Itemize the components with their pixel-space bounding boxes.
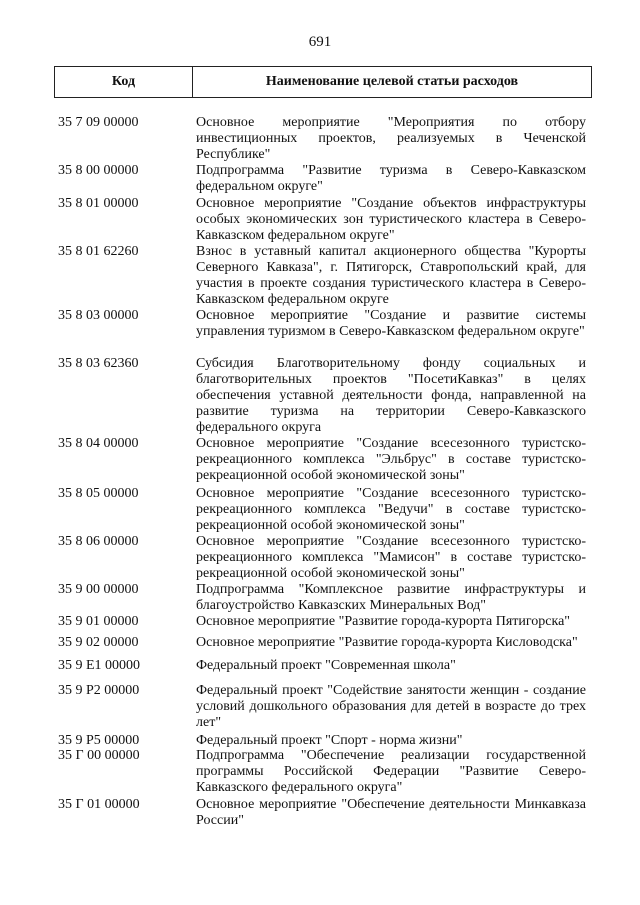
row-name: Подпрограмма "Развитие туризма в Северо-Кавказском федеральном округе" <box>196 163 586 194</box>
row-name: Основное мероприятие "Создание всесезонного туристско-рекреационного комплекса "Эльбрус" в составе туристско-рекреационной особой экономической зоны" <box>196 436 586 483</box>
row-code: 35 9 E1 00000 <box>58 658 141 673</box>
row-code: 35 8 01 00000 <box>58 196 139 211</box>
row-name: Основное мероприятие "Создание всесезонного туристско-рекреационного комплекса "Мамисон" в составе туристско-рекреационной особой экономической зоны" <box>196 534 586 581</box>
row-name: Федеральный проект "Содействие занятости женщин - создание условий дошкольного образования для детей в возрасте до трех лет" <box>196 683 586 730</box>
row-code: 35 8 01 62260 <box>58 244 139 259</box>
row-name: Федеральный проект "Современная школа" <box>196 658 456 673</box>
row-code: 35 Г 01 00000 <box>58 797 140 812</box>
row-name: Основное мероприятие "Создание всесезонного туристско-рекреационного комплекса "Ведучи" в составе туристско-рекреационной особой экономической зоны" <box>196 486 586 533</box>
row-code: 35 9 02 00000 <box>58 635 139 650</box>
row-name: Федеральный проект "Спорт - норма жизни" <box>196 733 463 748</box>
row-name: Подпрограмма "Комплексное развитие инфраструктуры и благоустройство Кавказских Минеральных Вод" <box>196 582 586 613</box>
row-code: 35 Г 00 00000 <box>58 748 140 763</box>
row-code: 35 8 04 00000 <box>58 436 139 451</box>
row-name: Основное мероприятие "Создание объектов инфраструктуры особых экономических зон туристического кластера в Северо-Кавказском федеральном округе" <box>196 196 586 243</box>
header-code: Код <box>55 67 193 97</box>
row-name: Основное мероприятие "Развитие города-курорта Пятигорска" <box>196 614 570 629</box>
row-name: Основное мероприятие "Обеспечение деятельности Минкавказа России" <box>196 797 586 828</box>
row-name: Субсидия Благотворительному фонду социальных и благотворительных проектов "ПосетиКавказ" в целях обеспечения уставной деятельности фонда, направленной на развитие туризма на территории Северо-Кавказского федерального округа <box>196 356 586 435</box>
row-name: Основное мероприятие "Развитие города-курорта Кисловодска" <box>196 635 578 650</box>
row-name: Основное мероприятие "Мероприятия по отбору инвестиционных проектов, реализуемых в Чеченской Республике" <box>196 115 586 162</box>
row-code: 35 9 P5 00000 <box>58 733 140 748</box>
page-number: 691 <box>308 34 332 50</box>
row-code: 35 8 06 00000 <box>58 534 139 549</box>
row-name: Подпрограмма "Обеспечение реализации государственной программы Российской Федерации "Развитие Северо-Кавказского федерального округа" <box>196 748 586 795</box>
row-code: 35 7 09 00000 <box>58 115 139 130</box>
header-name: Наименование целевой статьи расходов <box>265 74 519 89</box>
row-code: 35 8 00 00000 <box>58 163 139 178</box>
table-header <box>54 66 592 98</box>
row-code: 35 8 05 00000 <box>58 486 139 501</box>
row-code: 35 8 03 00000 <box>58 308 139 323</box>
row-code: 35 9 00 00000 <box>58 582 139 597</box>
row-code: 35 8 03 62360 <box>58 356 139 371</box>
row-name: Основное мероприятие "Создание и развитие системы управления туризмом в Северо-Кавказском федеральном округе" <box>196 308 586 339</box>
row-name: Взнос в уставный капитал акционерного общества "Курорты Северного Кавказа", г. Пятигорск, Ставропольский край, для участия в проекте создания туристического кластера в Северо-Кавказском федеральном округе <box>196 244 586 307</box>
row-code: 35 9 01 00000 <box>58 614 139 629</box>
row-code: 35 9 P2 00000 <box>58 683 140 698</box>
